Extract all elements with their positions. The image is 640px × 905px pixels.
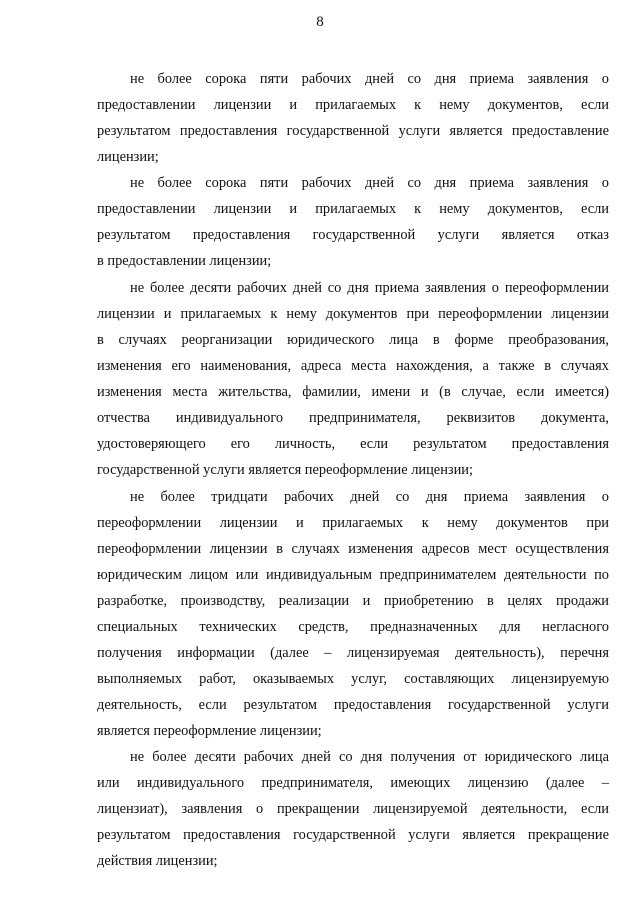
text-line: лицензиат), заявления о прекращении лицензируемой деятельности, если [97, 801, 609, 817]
text-line: разработке, производству, реализации и приобретению в целях продажи [97, 593, 609, 609]
text-line: государственной услуги является переоформление лицензии; [97, 462, 473, 478]
paragraph-1 [97, 66, 609, 170]
text-line: юридическим лицом или индивидуальным предпринимателем деятельности по [97, 567, 609, 583]
text-line: или индивидуального предпринимателя, имеющих лицензию (далее – [97, 775, 609, 791]
text-line: предоставлении лицензии и прилагаемых к нему документов, если [97, 97, 609, 113]
text-line: является переоформление лицензии; [97, 723, 322, 739]
text-line: результатом предоставления государственной услуги является предоставление [97, 123, 609, 139]
text-line: не более десяти рабочих дней со дня получения от юридического лица [130, 749, 609, 765]
text-line: удостоверяющего его личность, если результатом предоставления [97, 436, 609, 452]
text-line: не более тридцати рабочих дней со дня приема заявления о [130, 489, 609, 505]
text-line: не более сорока пяти рабочих дней со дня приема заявления о [130, 71, 609, 87]
text-line: предоставлении лицензии и прилагаемых к нему документов, если [97, 201, 609, 217]
text-line: результатом предоставления государственной услуги является отказ [97, 227, 609, 243]
text-line: отчества индивидуального предпринимателя, реквизитов документа, [97, 410, 609, 426]
text-line: получения информации (далее – лицензируемая деятельность), перечня [97, 645, 609, 661]
text-line: изменения места жительства, фамилии, имени и (в случае, если имеется) [97, 384, 609, 400]
text-line: переоформлении лицензии в случаях изменения адресов мест осуществления [97, 541, 609, 557]
text-line: не более десяти рабочих дней со дня приема заявления о переоформлении [130, 280, 609, 296]
text-line: лицензии; [97, 149, 159, 165]
text-line: деятельность, если результатом предоставления государственной услуги [97, 697, 609, 713]
text-line: лицензии и прилагаемых к нему документов при переоформлении лицензии [97, 306, 609, 322]
paragraph-5 [97, 744, 609, 874]
text-line: в случаях реорганизации юридического лица в форме преобразования, [97, 332, 609, 348]
page-number: 8 [316, 14, 324, 30]
text-line: переоформлении лицензии и прилагаемых к нему документов при [97, 515, 609, 531]
text-line: изменения его наименования, адреса места нахождения, а также в случаях [97, 358, 609, 374]
text-line: в предоставлении лицензии; [97, 253, 272, 269]
text-line: специальных технических средств, предназначенных для негласного [97, 619, 609, 635]
paragraph-3 [97, 275, 609, 483]
text-line: выполняемых работ, оказываемых услуг, составляющих лицензируемую [97, 671, 609, 687]
text-line: не более сорока пяти рабочих дней со дня приема заявления о [130, 175, 609, 191]
paragraph-2 [97, 170, 609, 274]
text-line: действия лицензии; [97, 853, 218, 869]
text-line: результатом предоставления государственной услуги является прекращение [97, 827, 609, 843]
paragraph-4 [97, 484, 609, 744]
